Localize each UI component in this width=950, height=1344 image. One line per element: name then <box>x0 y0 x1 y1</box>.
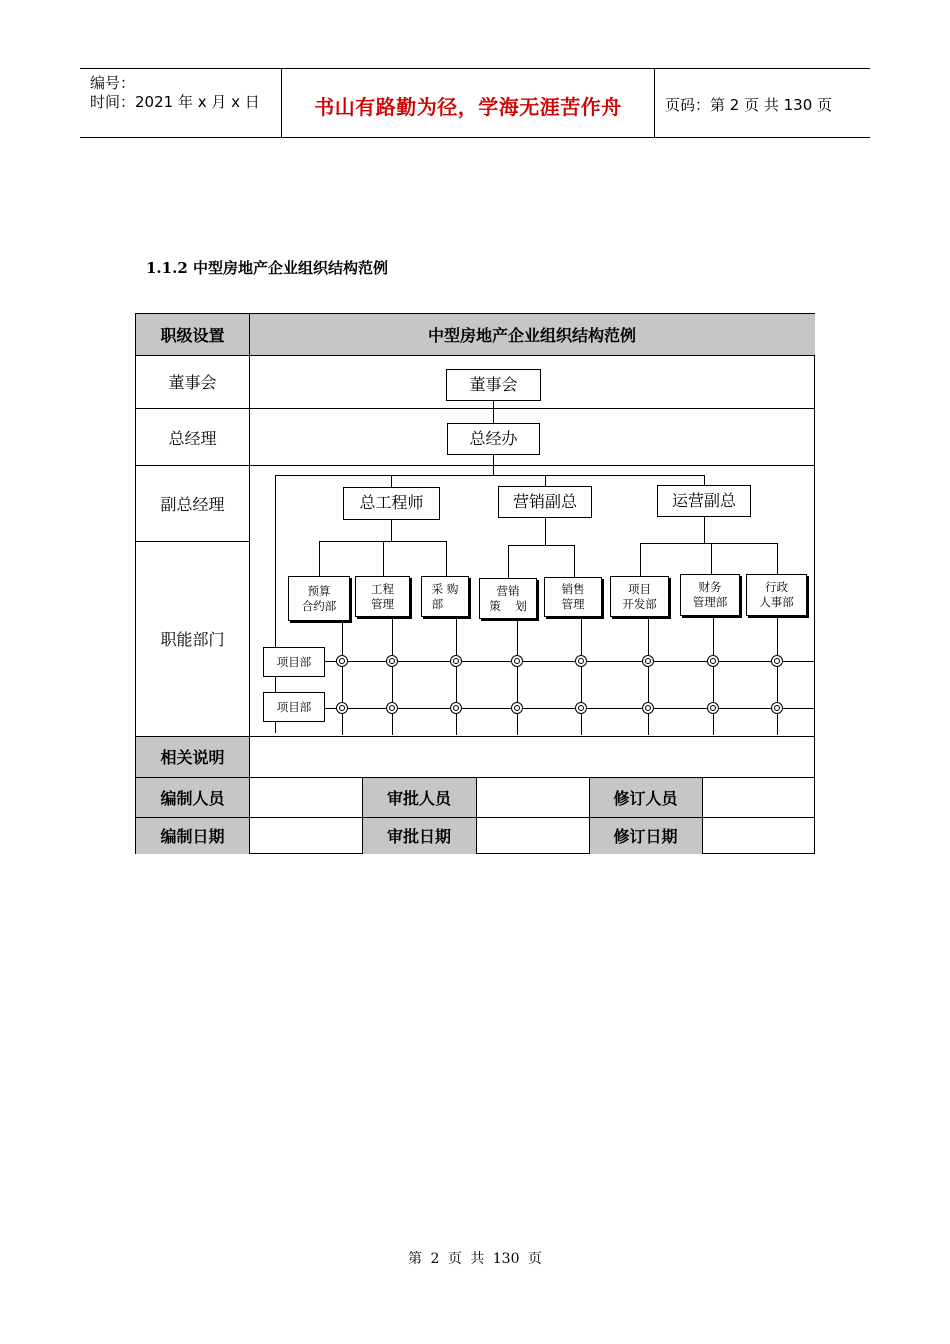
revise-date-value <box>702 817 815 854</box>
matrix-line <box>392 618 393 735</box>
vp-box-operations: 运营副总 <box>657 485 751 517</box>
page-footer: 第 2 页 共 130 页 <box>408 1251 542 1267</box>
header-meta-cell <box>80 69 282 137</box>
grid-line <box>702 777 703 854</box>
dept-label-line: 人事部 <box>759 595 794 609</box>
matrix-node <box>386 655 398 667</box>
header-page-cell <box>655 69 870 137</box>
matrix-node <box>386 702 398 714</box>
matrix-line <box>517 620 518 735</box>
approve-date-value <box>476 817 589 854</box>
matrix-node <box>450 655 462 667</box>
matrix-line <box>581 618 582 735</box>
board-box: 董事会 <box>446 369 541 401</box>
dept-label-line: 工程 <box>371 581 394 596</box>
grid-line <box>589 777 590 854</box>
project-box-1 <box>263 647 325 677</box>
row-label-dept: 职能部门 <box>160 630 225 649</box>
dept-label-line: 采 购 <box>431 581 459 596</box>
matrix-line <box>648 618 649 735</box>
matrix-node <box>511 702 523 714</box>
row-label-board: 董事会 <box>168 373 217 392</box>
connector-line <box>446 541 447 576</box>
dept-label-line: 合约部 <box>301 598 337 613</box>
matrix-node <box>707 655 719 667</box>
document-number-label: 编号： <box>90 74 136 92</box>
grid-line <box>136 465 815 466</box>
matrix-node <box>575 655 587 667</box>
connector-line <box>508 545 574 546</box>
header-level-cell: 职级设置 <box>136 314 249 355</box>
row-label-gm: 总经理 <box>168 428 217 448</box>
connector-line <box>383 541 384 576</box>
approver-label: 审批人员 <box>362 777 476 817</box>
gm-office-box: 总经办 <box>447 423 540 455</box>
matrix-line <box>456 618 457 735</box>
dept-label-line: 预算 <box>307 583 331 598</box>
editor-value <box>249 777 362 817</box>
header-title-cell: 中型房地产企业组织结构范例 <box>249 314 815 355</box>
matrix-line <box>325 708 815 709</box>
page-header <box>80 68 870 138</box>
grid-line <box>362 777 363 854</box>
row-label-vgm: 副总经理 <box>160 494 225 514</box>
connector-line <box>704 517 705 543</box>
matrix-node <box>575 702 587 714</box>
edit-date-label: 编制日期 <box>136 817 249 854</box>
connector-line <box>391 475 392 487</box>
grid-line <box>136 736 815 737</box>
dept-label-line: 开发部 <box>622 596 657 611</box>
connector-line <box>574 545 575 577</box>
document-time-label: 时间：2021 年 x 月 x 日 <box>90 93 260 111</box>
dept-label-line: 营销 <box>496 583 520 598</box>
dept-label-line: 管理 <box>561 597 585 611</box>
matrix-line <box>325 661 815 662</box>
dept-box-project-dev <box>610 576 669 617</box>
connector-line <box>508 545 509 578</box>
matrix-node <box>707 702 719 714</box>
header-page-info: 页码：第 2 页 共 130 页 <box>665 96 833 114</box>
connector-line <box>704 475 705 485</box>
grid-line <box>136 355 815 356</box>
connector-line <box>640 543 777 544</box>
dept-box-sales <box>544 577 602 617</box>
matrix-node <box>511 655 523 667</box>
connector-line <box>391 520 392 541</box>
matrix-line <box>342 622 343 735</box>
grid-line <box>476 777 477 854</box>
grid-line <box>136 408 815 409</box>
connector-line <box>545 475 546 486</box>
approver-value <box>476 777 589 817</box>
dept-label-line: 行政 <box>765 580 788 595</box>
notes-value-cell <box>249 736 815 777</box>
grid-line <box>136 541 249 542</box>
dept-label-line: 策 划 <box>489 598 527 613</box>
connector-line <box>493 455 494 475</box>
dept-label-line: 管理 <box>371 596 394 611</box>
dept-box-finance <box>680 574 740 616</box>
dept-box-engineering <box>355 576 410 617</box>
dept-box-admin-hr <box>746 574 807 616</box>
section-title: 1.1.2 中型房地产企业组织结构范例 <box>146 259 388 277</box>
revise-date-label: 修订日期 <box>589 817 702 854</box>
matrix-line <box>713 617 714 735</box>
matrix-node <box>771 655 783 667</box>
project-label: 项目部 <box>276 699 312 714</box>
connector-line <box>319 541 320 576</box>
dept-label-line: 项目 <box>628 581 651 596</box>
connector-line <box>640 543 641 576</box>
matrix-node <box>450 702 462 714</box>
connector-line <box>777 543 778 574</box>
vp-box-chief-engineer: 总工程师 <box>343 487 440 520</box>
matrix-node <box>642 702 654 714</box>
grid-line <box>249 314 250 854</box>
matrix-node <box>336 655 348 667</box>
dept-box-purchasing <box>421 576 469 617</box>
notes-label-cell: 相关说明 <box>136 736 249 777</box>
connector-line <box>545 518 546 545</box>
connector-line <box>493 400 494 424</box>
connector-line <box>711 543 712 574</box>
dept-label-line: 财务 <box>698 580 722 595</box>
matrix-line <box>777 617 778 735</box>
dept-label-line: 销售 <box>561 582 585 597</box>
vp-box-marketing: 营销副总 <box>498 486 592 518</box>
matrix-node <box>771 702 783 714</box>
dept-box-marketing-planning <box>479 578 537 619</box>
dept-label-line: 管理部 <box>692 595 728 609</box>
header-motto-cell <box>282 69 655 137</box>
dept-box-budget-contract <box>288 576 350 621</box>
reviser-label: 修订人员 <box>589 777 702 817</box>
project-label: 项目部 <box>276 654 312 669</box>
dept-label-line: 部 <box>431 596 444 611</box>
approve-date-label: 审批日期 <box>362 817 476 854</box>
matrix-node <box>642 655 654 667</box>
header-motto: 书山有路勤为径，学海无涯苦作舟 <box>314 95 622 119</box>
matrix-node <box>336 702 348 714</box>
reviser-value <box>702 777 815 817</box>
editor-label: 编制人员 <box>136 777 249 817</box>
project-box-2 <box>263 692 325 722</box>
edit-date-value <box>249 817 362 854</box>
connector-line <box>275 475 704 476</box>
